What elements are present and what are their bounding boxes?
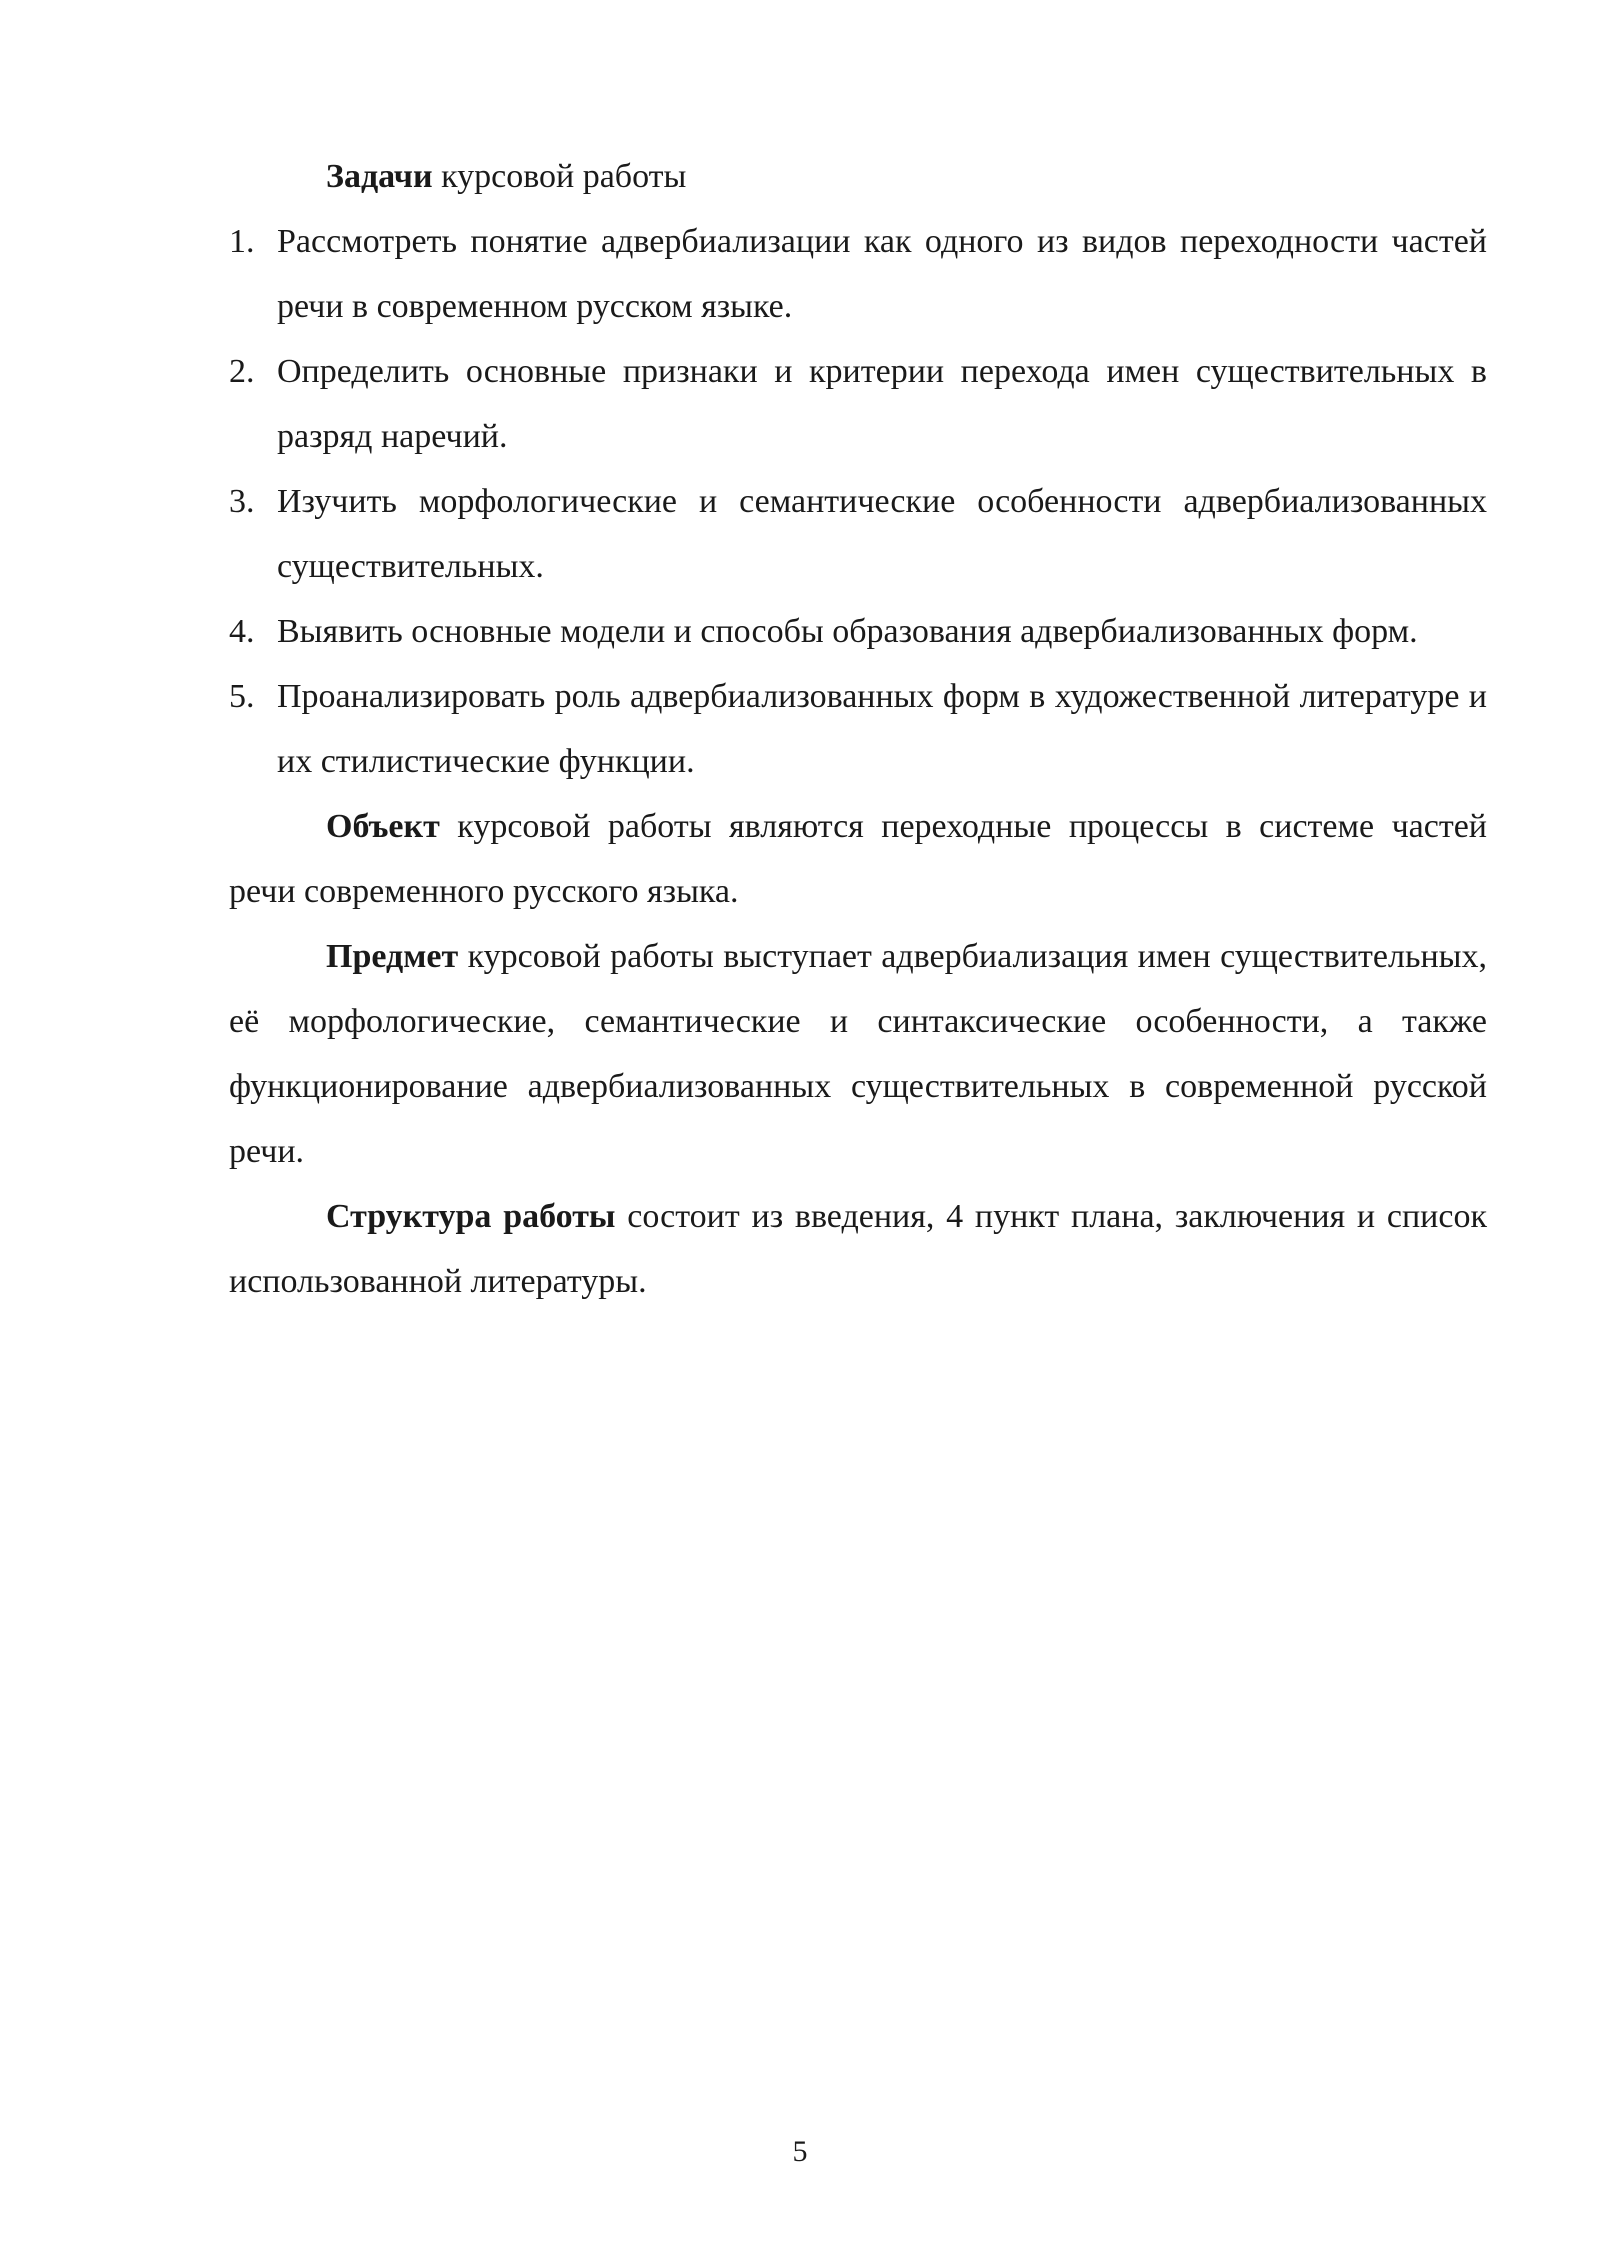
object-text: курсовой работы являются переходные процессы в системе частей речи современного русского языка. bbox=[229, 808, 1487, 910]
structure-paragraph bbox=[229, 1184, 1487, 1314]
structure-text: состоит из введения, 4 пункт плана, заключения и список использованной литературы. bbox=[229, 1198, 1487, 1300]
task-item-4 bbox=[229, 599, 1487, 664]
task-number: 4. bbox=[229, 613, 255, 650]
tasks-list bbox=[229, 209, 1487, 794]
task-number: 5. bbox=[229, 678, 255, 715]
task-text: Выявить основные модели и способы образования адвербиализованных форм. bbox=[277, 613, 1418, 650]
task-text: Проанализировать роль адвербиализованных форм в художественной литературе и их стилистические функции. bbox=[277, 678, 1487, 780]
task-item-1 bbox=[229, 209, 1487, 339]
tasks-heading-bold: Задачи bbox=[326, 158, 433, 195]
object-paragraph bbox=[229, 794, 1487, 924]
page-content bbox=[229, 144, 1487, 1314]
object-label: Объект bbox=[326, 808, 440, 845]
task-number: 2. bbox=[229, 353, 255, 390]
subject-label: Предмет bbox=[326, 938, 459, 975]
subject-paragraph bbox=[229, 924, 1487, 1184]
task-number: 1. bbox=[229, 223, 255, 260]
subject-text: курсовой работы выступает адвербиализация имен существительных, её морфологические, семантические и синтаксические особенности, а также функционирование адвербиализованных существительных в современной русской речи. bbox=[229, 938, 1487, 1170]
task-number: 3. bbox=[229, 483, 255, 520]
task-text: Изучить морфологические и семантические особенности адвербиализованных существительных. bbox=[277, 483, 1487, 585]
tasks-heading-rest: курсовой работы bbox=[432, 158, 687, 195]
tasks-heading bbox=[229, 144, 1487, 209]
task-item-5 bbox=[229, 664, 1487, 794]
page-number: 5 bbox=[792, 2135, 808, 2168]
task-text: Определить основные признаки и критерии перехода имен существительных в разряд наречий. bbox=[277, 353, 1487, 455]
task-item-3 bbox=[229, 469, 1487, 599]
structure-label: Структура работы bbox=[326, 1198, 616, 1235]
task-text: Рассмотреть понятие адвербиализации как одного из видов переходности частей речи в современном русском языке. bbox=[277, 223, 1487, 325]
task-item-2 bbox=[229, 339, 1487, 469]
